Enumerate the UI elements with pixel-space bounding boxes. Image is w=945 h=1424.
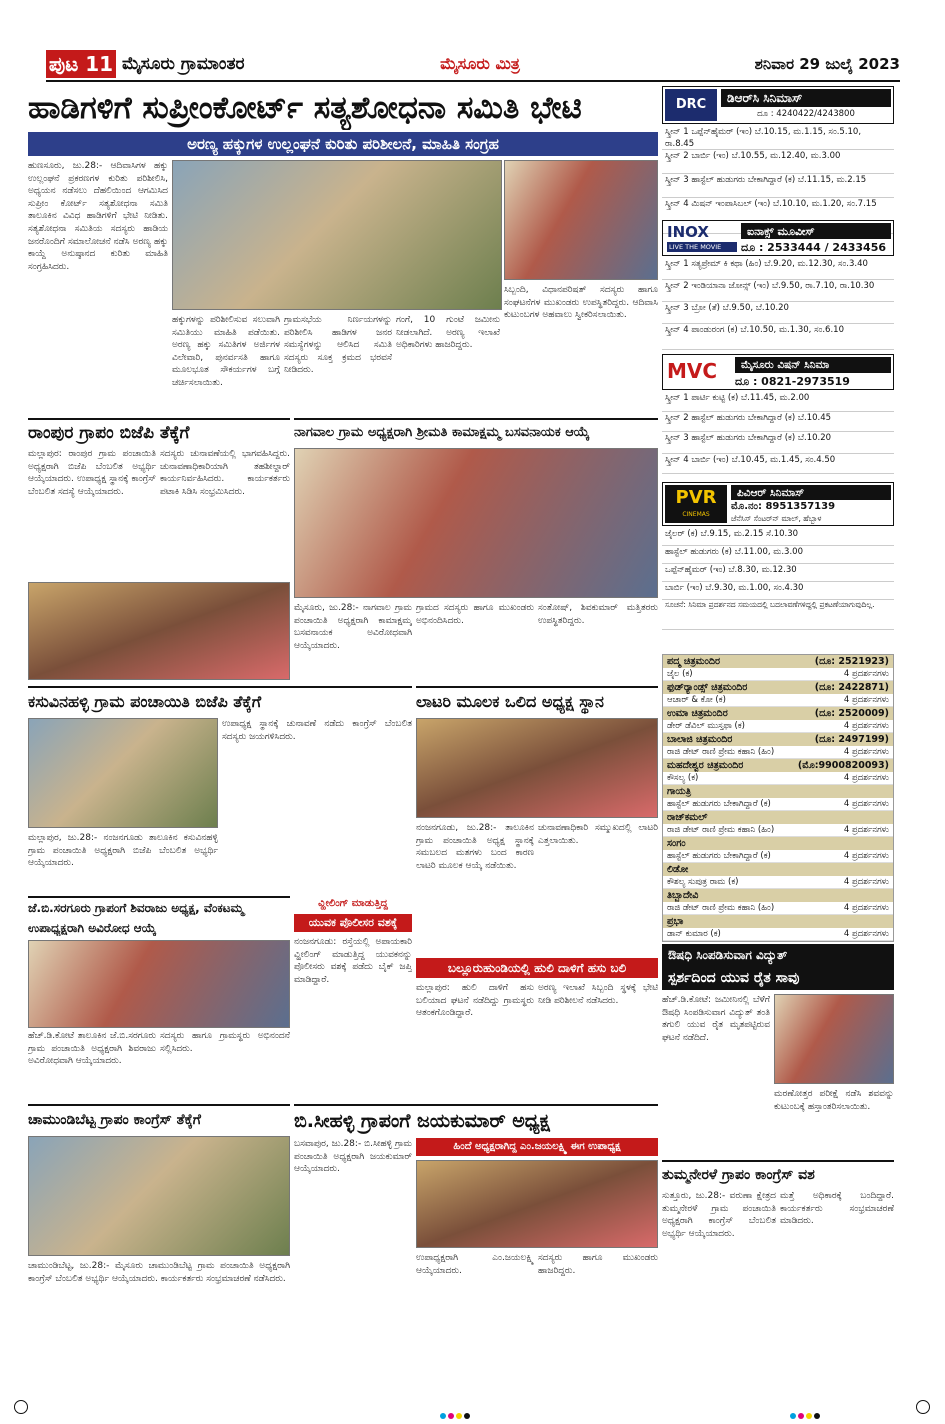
theatre-film: ಕೌಶಲ್ಯ ಸುಪುತ್ರ ರಾಮ (ಕ): [667, 877, 739, 887]
theatre-film: ಹಾಸ್ಟೆಲ್ ಹುಡುಗರು ಬೇಕಾಗಿದ್ದಾರೆ (ಕ): [667, 851, 771, 861]
lead-subhead: ಅರಣ್ಯ ಹಕ್ಕುಗಳ ಉಲ್ಲಂಘನೆ ಕುರಿತು ಪರಿಶೀಲನೆ, ಮಾಹಿತಿ ಸಂಗ್ರಹ: [28, 132, 658, 156]
theatre-name: [663, 785, 893, 798]
theatre-film-row: [663, 720, 893, 733]
theatre-name-text: ತಿಬ್ಬಾದೇವಿ: [667, 890, 699, 901]
lead-text-col2: ಹಕ್ಕುಗಳನ್ನು ಪರಿಶೀಲಿಸುವ ಸಲುವಾಗಿ ಸಮಿತಿಯು ಮಾಹಿತಿ ಪಡೆಯಿತು. ಅರಣ್ಯ ಹಕ್ಕು ಸಮಿತಿಗಳ ಅರ್ಜಿಗಳ ವಿಲೇವಾರಿ, ಪುನರ್ವಸತಿ ಹಾಗೂ ಮೂಲಭೂತ ಸೌಕರ್ಯಗಳ ಬಗ್ಗೆ ಚರ್ಚಿಸಲಾಯಿತು.: [172, 315, 280, 388]
theatre-film-row: [663, 694, 893, 707]
bseehalli-subhead: ಹಿಂದೆ ಅಧ್ಯಕ್ಷರಾಗಿದ್ದ ಎಂ.ಜಯಲಕ್ಷ್ಮಿ ಈಗ ಉಪಾಧ್ಯಕ್ಷ: [416, 1138, 658, 1156]
jbsaragur-text-col2: ಸದಸ್ಯರು ಹಾಗೂ ಗ್ರಾಮಸ್ಥರು ಅಭಿನಂದನೆ ಸಲ್ಲಿಸಿದರು.: [160, 1031, 290, 1054]
theatre-name-text: ಲಿಡೋ: [667, 864, 689, 875]
color-bar-icon: [440, 1404, 472, 1423]
theatre-table: [662, 654, 894, 942]
drc-row: ಸ್ಕ್ರೀನ್ 3 ಹಾಸ್ಟೆಲ್ ಹುಡುಗರು ಬೇಕಾಗಿದ್ದಾರೆ (ಕ) ಬೆ.11.15, ಮ.2.15: [662, 174, 894, 198]
theatre-name: [663, 655, 893, 668]
theatre-phone: (ಮೊ:9900820093): [797, 760, 889, 771]
pvr-logo: PVR: [665, 485, 727, 523]
inox-box: [662, 220, 894, 256]
theatre-film-row: [663, 850, 893, 863]
kasuvinahalli-text-col2: ಉಪಾಧ್ಯಕ್ಷ ಸ್ಥಾನಕ್ಕೆ ಚುನಾವಣೆ ನಡೆದು ಕಾಂಗ್ರೆಸ್ ಬೆಂಬಲಿತ ಸದಸ್ಯರು ಜಯಗಳಿಸಿದರು.: [222, 719, 412, 742]
inox-title: ಐನಾಕ್ಸ್ ಮೂವೀಸ್: [741, 223, 891, 239]
tummanerale-text-col2: ಮತ್ತೆ ಅಧಿಕಾರಕ್ಕೆ ಬಂದಿದ್ದಾರೆ. ಕಾರ್ಯಕರ್ತರು ಸಂಭ್ರಮಾಚರಣೆ ಮಾಡಿದರು.: [780, 1191, 894, 1227]
theatre-name: [663, 863, 893, 876]
lead-text-col5: ಸಿಬ್ಬಂದಿ, ವಿಧಾನಪರಿಷತ್ ಸದಸ್ಯರು ಹಾಗೂ ಸಂಘಟನೆಗಳ ಮುಖಂಡರು ಉಪಸ್ಥಿತರಿದ್ದರು. ಆದಿವಾಸಿ ಕುಟುಂಬಗಳ ಅಹವಾಲು ಸ್ವೀಕರಿಸಲಾಯಿತು.: [504, 285, 658, 321]
pvr-row: ಒಪ್ಪೆನ್‌ಹೈಮರ್ (ಇಂ) ಬೆ.8.30, ಮ.12.30: [662, 564, 894, 582]
theatre-shows: 4 ಪ್ರದರ್ಶನಗಳು: [843, 825, 889, 835]
pvr-box: [662, 482, 894, 526]
lead-text-col4: ಗಂಗೆ, 10 ಗುಂಟೆ ಜಮೀನು ನೀಡಲಾಗಿದೆ. ಅರಣ್ಯ ಇಲಾಖೆ ಅಧಿಕಾರಿಗಳು ಹಾಜರಿದ್ದರು.: [396, 315, 500, 351]
registration-mark-icon: [14, 1400, 28, 1414]
inox-row: ಸ್ಕ್ರೀನ್ 1 ಸತ್ಯಪ್ರೇಮ್ ಕಿ ಕಥಾ (ಹಿಂ) ಬೆ.9.20, ಮ.12.30, ಸಂ.3.40: [662, 258, 894, 280]
theatre-name-text: ರಾಜ್‌ಕಮಲ್: [667, 812, 708, 823]
pvr-phone: ಮೊ.ನಂ: 8951357139: [731, 501, 836, 512]
theatre-film-row: [663, 902, 893, 915]
inox-phone: ದೂ : 2533444 / 2433456: [741, 241, 887, 254]
nagavala-text-col2: ಗ್ರಾಮದ ಸದಸ್ಯರು ಹಾಗೂ ಮುಖಂಡರು ಅಭಿನಂದಿಸಿದರು.: [416, 603, 534, 626]
bseehalli-text-col1: ಬಸವಾಪುರ, ಜು.28:- ಬಿ.ಸೀಹಳ್ಳಿ ಗ್ರಾಮ ಪಂಚಾಯಿತಿ ಅಧ್ಯಕ್ಷರಾಗಿ ಜಯಕುಮಾರ್ ಆಯ್ಕೆಯಾದರು.: [294, 1139, 412, 1175]
mvc-title: ಮೈಸೂರು ವಿಷನ್ ಸಿನಿಮಾ: [735, 357, 891, 373]
drc-box: [662, 86, 894, 124]
theatre-name-text: ಸಂಗಂ: [667, 838, 686, 849]
color-bar-icon: [790, 1404, 822, 1423]
drc-title: ಡಿಆರ್‌ಸಿ ಸಿನಿಮಾಸ್: [721, 89, 891, 107]
jbsaragur-photo: [28, 940, 290, 1028]
theatre-name-text: ಗಾಯತ್ರಿ: [667, 786, 692, 797]
theatre-film-row: [663, 746, 893, 759]
pvr-rows: [662, 528, 894, 630]
tummanerale-headline: ತುಮ್ಮನೇರಳೆ ಗ್ರಾಪಂ ಕಾಂಗ್ರೆಸ್ ವಶ: [662, 1160, 894, 1186]
mvc-row: ಸ್ಕ್ರೀನ್ 3 ಹಾಸ್ಟೆಲ್ ಹುಡುಗರು ಬೇಕಾಗಿದ್ದಾರೆ (ಕ) ಬೆ.10.20: [662, 432, 894, 454]
theatre-film-row: [663, 824, 893, 837]
lead-photo: [172, 160, 502, 310]
lead-text-col3: ಗ್ರಾಮಸಭೆಯ ನಿರ್ಣಯಗಳನ್ನು ಪರಿಶೀಲಿಸಿ ಹಾಡಿಗಳ ಜನರ ಸಮಸ್ಯೆಗಳನ್ನು ಆಲಿಸಿದ ಸಮಿತಿ ಸದಸ್ಯರು ಸೂಕ್ತ ಕ್ರಮದ ಭರವಸೆ ನೀಡಿದರು.: [284, 315, 392, 376]
registration-mark-icon: [916, 1400, 930, 1414]
pvr-note: ಸೂಚನೆ: ಸಿನಿಮಾ ಪ್ರದರ್ಶನದ ಸಮಯದಲ್ಲಿ ಬದಲಾವಣೆಗಳಿದ್ದಲ್ಲಿ ಪ್ರಕಟಣೆಯಾಗುವುದಿಲ್ಲ.: [662, 600, 894, 630]
chamundi-headline: ಚಾಮುಂಡಿಬೆಟ್ಟ ಗ್ರಾಪಂ ಕಾಂಗ್ರೆಸ್ ತೆಕ್ಕೆಗೆ: [28, 1104, 290, 1132]
theatre-name: [663, 759, 893, 772]
theatre-shows: 4 ಪ್ರದರ್ಶನಗಳು: [843, 851, 889, 861]
theatre-shows: 4 ಪ್ರದರ್ಶನಗಳು: [843, 799, 889, 809]
ballur-text-col2: ಅರಣ್ಯ ಇಲಾಖೆ ಸಿಬ್ಬಂದಿ ಸ್ಥಳಕ್ಕೆ ಭೇಟಿ ನೀಡಿ ಪರಿಶೀಲನೆ ನಡೆಸಿದರು.: [538, 983, 658, 1006]
theatre-film: ರಾಜಿ ಡೇಟ್ ರಾಣಿ ಪ್ರೇಮ ಕಹಾನಿ (ಹಿಂ): [667, 903, 775, 913]
drc-row: ಸ್ಕ್ರೀನ್ 2 ಬಾರ್ಬಿ (ಇಂ) ಬೆ.10.55, ಮ.12.40, ಮ.3.00: [662, 150, 894, 174]
theatre-film-row: [663, 876, 893, 889]
chamundi-photo: [28, 1136, 290, 1256]
kasuvinahalli-text-col1: ಮಲ್ಲಾಪುರ, ಜು.28:- ನಂಜನಗೂಡು ತಾಲೂಕಿನ ಕಸುವಿನಹಳ್ಳಿ ಗ್ರಾಮ ಪಂಚಾಯಿತಿ ಅಧ್ಯಕ್ಷರಾಗಿ ಬಿಜೆಪಿ ಬೆಂಬಲಿತ ಅಭ್ಯರ್ಥಿ ಆಯ್ಕೆಯಾದರು.: [28, 833, 218, 869]
theatre-film-row: [663, 772, 893, 785]
lottery-text-col1: ನಂಜನಗೂಡು, ಜು.28:- ತಾಲೂಕಿನ ಗ್ರಾಮ ಪಂಚಾಯಿತಿ ಅಧ್ಯಕ್ಷ ಸ್ಥಾನಕ್ಕೆ ಸಮಬಲದ ಮತಗಳು ಬಂದ ಕಾರಣ ಲಾಟರಿ ಮೂಲಕ ಆಯ್ಕೆ ನಡೆಯಿತು.: [416, 823, 534, 871]
theatre-name-text: ಪದ್ಮ ಚಿತ್ರಮಂದಿರ: [667, 656, 721, 667]
drc-phone: ದೂ : 4240422/4243800: [757, 109, 855, 119]
bseehalli-text-col3: ಸದಸ್ಯರು ಹಾಗೂ ಮುಖಂಡರು ಹಾಜರಿದ್ದರು.: [538, 1253, 658, 1276]
masthead: ಮೈಸೂರು ಮಿತ್ರ: [440, 54, 520, 73]
lead-headline: ಹಾಡಿಗಳಿಗೆ ಸುಪ್ರೀಂಕೋರ್ಟ್ ಸತ್ಯಶೋಧನಾ ಸಮಿತಿ ಭೇಟಿ: [28, 90, 582, 126]
pvr-sub: CINEMAS: [682, 511, 710, 518]
ballur-headline: ಬಲ್ಲೂರುಹುಂಡಿಯಲ್ಲಿ ಹುಲಿ ದಾಳಿಗೆ ಹಸು ಬಲಿ: [416, 958, 658, 978]
nagavala-headline: ನಾಗವಾಲ ಗ್ರಾಮ ಅಧ್ಯಕ್ಷರಾಗಿ ಶ್ರೀಮತಿ ಕಾಮಾಕ್ಷಮ್ಮ ಬಸವನಾಯಕ ಆಯ್ಕೆ: [294, 418, 658, 444]
pvr-row: ಬಾರ್ಬಿ (ಇಂ) ಬೆ.9.30, ಮ.1.00, ಸಂ.4.30: [662, 582, 894, 600]
theatre-film-row: [663, 668, 893, 681]
pvr-row: ಜೈಲರ್ (ಕ) ಬೆ.9.15, ಮ.2.15 ಸೆ.10.30: [662, 528, 894, 546]
theatre-shows: 4 ಪ್ರದರ್ಶನಗಳು: [843, 903, 889, 913]
lead-text-col1: ಹುಣಸೂರು, ಜು.28:- ಆದಿವಾಸಿಗಳ ಹಕ್ಕು ಉಲ್ಲಂಘನೆ ಪ್ರಕರಣಗಳ ಕುರಿತು ಪರಿಶೀಲಿಸಿ, ಅಧ್ಯಯನ ನಡೆಸಲು ದೆಹಲಿಯಿಂದ ಆಗಮಿಸಿದ ಸುಪ್ರೀಂ ಕೋರ್ಟ್ ಸತ್ಯಶೋಧನಾ ಸಮಿತಿ ತಾಲೂಕಿನ ವಿವಿಧ ಹಾಡಿಗಳಿಗೆ ಭೇಟಿ ನೀಡಿತು. ಸತ್ಯಶೋಧನಾ ಸಮಿತಿಯ ಸದಸ್ಯರು ಹಾಡಿಯ ಜನರೊಂದಿಗೆ ಸಮಾಲೋಚನೆ ನಡೆಸಿ ಅರಣ್ಯ ಹಕ್ಕು ಕಾಯ್ದೆ ಅನುಷ್ಠಾನದ ಕುರಿತು ಮಾಹಿತಿ ಸಂಗ್ರಹಿಸಿದರು.: [28, 161, 168, 272]
theatre-name: [663, 889, 893, 902]
lottery-headline: ಲಾಟರಿ ಮೂಲಕ ಒಲಿದ ಅಧ್ಯಕ್ಷ ಸ್ಥಾನ: [416, 686, 658, 714]
inox-tagline: LIVE THE MOVIE: [667, 242, 737, 252]
nagavala-text-col1: ಮೈಸೂರು, ಜು.28:- ನಾಗವಾಲ ಗ್ರಾಮ ಪಂಚಾಯಿತಿ ಅಧ್ಯಕ್ಷರಾಗಿ ಕಾಮಾಕ್ಷಮ್ಮ ಬಸವನಾಯಕ ಅವಿರೋಧವಾಗಿ ಆಯ್ಕೆಯಾದರು.: [294, 603, 412, 651]
mvc-logo: MVC: [667, 359, 718, 383]
theatre-shows: 4 ಪ್ರದರ್ಶನಗಳು: [843, 669, 889, 679]
inox-rows: [662, 258, 894, 350]
theatre-name-text: ಪ್ರಭಾ: [667, 916, 684, 927]
rampura-text-col2: ಸದಸ್ಯರು ಚುನಾವಣೆಯಲ್ಲಿ ಭಾಗವಹಿಸಿದ್ದರು. ಚುನಾವಣಾಧಿಕಾರಿಯಾಗಿ ತಹಶೀಲ್ದಾರ್ ಕಾರ್ಯನಿರ್ವಹಿಸಿದರು. ಕಾರ್ಯಕರ್ತರು ಪಟಾಕಿ ಸಿಡಿಸಿ ಸಂಭ್ರಮಿಸಿದರು.: [160, 449, 290, 497]
electric-headline-2: ಸ್ಪರ್ಶದಿಂದ ಯುವ ರೈತ ಸಾವು: [662, 966, 894, 990]
kasuvinahalli-headline: ಕಸುವಿನಹಳ್ಳಿ ಗ್ರಾಮ ಪಂಚಾಯಿತಿ ಬಿಜೆಪಿ ತೆಕ್ಕೆಗೆ: [28, 686, 412, 714]
bseehalli-text-col2: ಉಪಾಧ್ಯಕ್ಷರಾಗಿ ಎಂ.ಜಯಲಕ್ಷ್ಮಿ ಆಯ್ಕೆಯಾದರು.: [416, 1253, 534, 1276]
theatre-film-row: [663, 928, 893, 941]
rampura-text-col1: ಮಲ್ಲಾಪುರ: ರಾಂಪುರ ಗ್ರಾಮ ಪಂಚಾಯಿತಿ ಅಧ್ಯಕ್ಷರಾಗಿ ಬಿಜೆಪಿ ಬೆಂಬಲಿತ ಅಭ್ಯರ್ಥಿ ಆಯ್ಕೆಯಾದರು. ಉಪಾಧ್ಯಕ್ಷ ಸ್ಥಾನಕ್ಕೆ ಕಾಂಗ್ರೆಸ್ ಬೆಂಬಲಿತ ಸದಸ್ಯೆ ಆಯ್ಕೆಯಾದರು.: [28, 449, 156, 497]
theatre-name: [663, 733, 893, 746]
electric-victim-photo: [774, 994, 894, 1084]
theatre-shows: 4 ಪ್ರದರ್ಶನಗಳು: [843, 929, 889, 939]
section-title: ಮೈಸೂರು ಗ್ರಾಮಾಂತರ: [122, 54, 245, 74]
rampura-photo: [28, 582, 290, 680]
mvc-phone: ದೂ : 0821-2973519: [735, 375, 850, 388]
drc-rows: [662, 126, 894, 234]
lottery-text-col2: ಚುನಾವಣಾಧಿಕಾರಿ ಸಮ್ಮುಖದಲ್ಲಿ ಲಾಟರಿ ಎತ್ತಲಾಯಿತು.: [538, 823, 658, 846]
theatre-phone: (ದೂ: 2520009): [814, 708, 889, 719]
inox-row: ಸ್ಕ್ರೀನ್ 4 ಪಾಂಡುರಂಗ (ಕ) ಬೆ.10.50, ಮ.1.30, ಸಂ.6.10: [662, 324, 894, 350]
theatre-shows: 4 ಪ್ರದರ್ಶನಗಳು: [843, 747, 889, 757]
theatre-film: ರಾಜಿ ಡೇಟ್ ರಾಣಿ ಪ್ರೇಮ ಕಹಾನಿ (ಹಿಂ): [667, 825, 775, 835]
wheeling-text: ನಂಜನಗೂಡು: ರಸ್ತೆಯಲ್ಲಿ ಅಪಾಯಕಾರಿ ವ್ಹೀಲಿಂಗ್ ಮಾಡುತ್ತಿದ್ದ ಯುವಕನನ್ನು ಪೊಲೀಸರು ವಶಕ್ಕೆ ಪಡೆದು ಬೈಕ್ ಜಪ್ತಿ ಮಾಡಿದ್ದಾರೆ.: [294, 937, 412, 985]
theatre-phone: (ದೂ: 2521923): [814, 656, 889, 667]
theatre-name-text: ಬಾಲಾಜಿ ಚಿತ್ರಮಂದಿರ: [667, 734, 733, 745]
wheeling-kicker: ವ್ಹೀಲಿಂಗ್ ಮಾಡುತ್ತಿದ್ದ: [318, 898, 388, 909]
page-number: ಪುಟ 11: [46, 50, 116, 78]
theatre-film: ಹಾಸ್ಟೆಲ್ ಹುಡುಗರು ಬೇಕಾಗಿದ್ದಾರೆ (ಕ): [667, 799, 771, 809]
jbsaragur-text-col1: ಹೆಚ್.ಡಿ.ಕೋಟೆ ತಾಲೂಕಿನ ಜೆ.ಬಿ.ಸರಗೂರು ಗ್ರಾಮ ಪಂಚಾಯಿತಿ ಅಧ್ಯಕ್ಷರಾಗಿ ಶಿವರಾಜು ಅವಿರೋಧವಾಗಿ ಆಯ್ಕೆಯಾದರು.: [28, 1031, 156, 1067]
theatre-name: [663, 811, 893, 824]
theatre-film: ಡಾನ್ ಕುಮಾರ (ಕ): [667, 929, 721, 939]
theatre-name-text: ಉಮಾ ಚಿತ್ರಮಂದಿರ: [667, 708, 728, 719]
wheeling-headline: ಯುವಕ ಪೊಲೀಸರ ವಶಕ್ಕೆ: [294, 914, 412, 932]
electric-text-col2: ಮರಣೋತ್ತರ ಪರೀಕ್ಷೆ ನಡೆಸಿ ಶವವನ್ನು ಕುಟುಂಬಕ್ಕೆ ಹಸ್ತಾಂತರಿಸಲಾಯಿತು.: [774, 1089, 894, 1112]
theatre-film: ಜೈಲ (ಕ): [667, 669, 693, 679]
theatre-film-row: [663, 798, 893, 811]
rampura-headline: ರಾಂಪುರ ಗ್ರಾಪಂ ಬಿಜೆಪಿ ತೆಕ್ಕೆಗೆ: [28, 418, 290, 444]
mvc-rows: [662, 392, 894, 474]
bseehalli-photo: [416, 1160, 658, 1248]
theatre-name: [663, 681, 893, 694]
nagavala-text-col3: ಸಂತೋಷ್, ಶಿವಕುಮಾರ್ ಮತ್ತಿತರರು ಉಪಸ್ಥಿತರಿದ್ದರು.: [538, 603, 658, 626]
theatre-film: ಆಚಾರ್ & ಕೋ (ಕ): [667, 695, 726, 705]
electric-headline-1: ಔಷಧಿ ಸಿಂಪಡಿಸುವಾಗ ವಿದ್ಯುತ್: [662, 944, 894, 966]
theatre-shows: 4 ಪ್ರದರ್ಶನಗಳು: [843, 721, 889, 731]
lead-photo-2: [504, 160, 658, 280]
theatre-shows: 4 ಪ್ರದರ್ಶನಗಳು: [843, 877, 889, 887]
mvc-row: ಸ್ಕ್ರೀನ್ 4 ಬಾರ್ಬಿ (ಇಂ) ಬೆ.10.45, ಮ.1.45, ಸಂ.4.50: [662, 454, 894, 474]
pvr-row: ಹಾಸ್ಟೆಲ್ ಹುಡುಗರು (ಕ) ಬೆ.11.00, ಮ.3.00: [662, 546, 894, 564]
theatre-film: ಡೇರ್ ಡೆವಿಲ್ ಮುಸ್ತಫಾ (ಕ): [667, 721, 745, 731]
theatre-shows: 4 ಪ್ರದರ್ಶನಗಳು: [843, 695, 889, 705]
theatre-name: [663, 915, 893, 928]
nagavala-photo: [294, 448, 658, 598]
kasuvinahalli-photo: [28, 718, 218, 828]
mvc-box: [662, 354, 894, 390]
mvc-row: ಸ್ಕ್ರೀನ್ 1 ಪಾರ್ಟಿ ಕುಟ್ಟಿ (ಕ) ಬೆ.11.45, ಮ.2.00: [662, 392, 894, 412]
inox-row: ಸ್ಕ್ರೀನ್ 3 ಬ್ರೋ (ತೆ) ಬೆ.9.50, ಬೆ.10.20: [662, 302, 894, 324]
drc-row: ಸ್ಕ್ರೀನ್ 4 ಮಿಷನ್ ಇಂಪಾಸಿಬಲ್ (ಇಂ) ಬೆ.10.10, ಮ.1.20, ಸಂ.7.15: [662, 198, 894, 234]
theatre-film: ಕೌಸಲ್ಯ (ಕ): [667, 773, 699, 783]
inox-row: ಸ್ಕ್ರೀನ್ 2 ಇಂಡಿಯಾನಾ ಜೋನ್ಸ್ (ಇಂ) ಬೆ.9.50, ರಾ.7.10, ರಾ.10.30: [662, 280, 894, 302]
drc-logo: DRC: [665, 89, 717, 121]
theatre-name-text: ಮಹದೇಶ್ವರ ಚಿತ್ರಮಂದಿರ: [667, 760, 744, 771]
tummanerale-text-col1: ಸುತ್ತೂರು, ಜು.28:- ವರುಣಾ ಕ್ಷೇತ್ರದ ತುಮ್ಮನೇರಳೆ ಗ್ರಾಮ ಪಂಚಾಯಿತಿ ಅಧ್ಯಕ್ಷರಾಗಿ ಕಾಂಗ್ರೆಸ್ ಬೆಂಬಲಿತ ಅಭ್ಯರ್ಥಿ ಆಯ್ಕೆಯಾದರು.: [662, 1191, 776, 1239]
theatre-shows: 4 ಪ್ರದರ್ಶನಗಳು: [843, 773, 889, 783]
theatre-name-text: ಫುಡ್‌ರ್‍ಯಾಂಡ್ಸ್ ಚಿತ್ರಮಂದಿರ: [667, 682, 748, 693]
ballur-text-col1: ಮಲ್ಲಾಪುರ: ಹುಲಿ ದಾಳಿಗೆ ಹಸು ಬಲಿಯಾದ ಘಟನೆ ನಡೆದಿದ್ದು ಗ್ರಾಮಸ್ಥರು ಆತಂಕಗೊಂಡಿದ್ದಾರೆ.: [416, 983, 534, 1019]
inox-logo: INOX: [667, 223, 709, 241]
theatre-phone: (ದೂ: 2497199): [814, 734, 889, 745]
bseehalli-headline: ಬಿ.ಸೀಹಳ್ಳಿ ಗ್ರಾಪಂಗೆ ಜಯಕುಮಾರ್ ಅಧ್ಯಕ್ಷ: [294, 1104, 658, 1134]
chamundi-text: ಚಾಮುಂಡಿಬೆಟ್ಟ, ಜು.28:- ಮೈಸೂರು ಚಾಮುಂಡಿಬೆಟ್ಟ ಗ್ರಾಮ ಪಂಚಾಯಿತಿ ಅಧ್ಯಕ್ಷರಾಗಿ ಕಾಂಗ್ರೆಸ್ ಬೆಂಬಲಿತ ಅಭ್ಯರ್ಥಿ ಆಯ್ಕೆಯಾದರು. ಕಾರ್ಯಕರ್ತರು ಸಂಭ್ರಮಾಚರಣೆ ನಡೆಸಿದರು.: [28, 1261, 290, 1284]
pvr-address: ಜೆನೆಸಿಸ್ ಸೆಂಟರ್‌ನ್ ಮಾಲ್, ಹೆಬ್ಬಾಳ: [731, 514, 822, 523]
theatre-film: ರಾಜಿ ಡೇಟ್ ರಾಣಿ ಪ್ರೇಮ ಕಹಾನಿ (ಹಿಂ): [667, 747, 775, 757]
theatre-name: [663, 837, 893, 850]
header-rule: [46, 80, 900, 82]
theatre-name: [663, 707, 893, 720]
lottery-photo: [416, 718, 658, 818]
drc-row: ಸ್ಕ್ರೀನ್ 1 ಒಪ್ಪೆನ್‌ಹೈಮರ್ (ಇಂ) ಬೆ.10.15, ಮ.1.15, ಸಂ.5.10, ರಾ.8.45: [662, 126, 894, 150]
electric-text-col1: ಹೆಚ್.ಡಿ.ಕೋಟೆ: ಜಮೀನಿನಲ್ಲಿ ಬೆಳೆಗೆ ಔಷಧಿ ಸಿಂಪಡಿಸುವಾಗ ವಿದ್ಯುತ್ ತಂತಿ ತಗುಲಿ ಯುವ ರೈತ ಮೃತಪಟ್ಟಿರುವ ಘಟನೆ ನಡೆದಿದೆ.: [662, 995, 770, 1043]
jbsaragur-headline: ಜೆ.ಬಿ.ಸರಗೂರು ಗ್ರಾಪಂಗೆ ಶಿವರಾಜು ಅಧ್ಯಕ್ಷ, ವೆಂಕಟಮ್ಮ ಉಪಾಧ್ಯಕ್ಷರಾಗಿ ಅವಿರೋಧ ಆಯ್ಕೆ: [28, 896, 290, 936]
pvr-title: ಪಿವಿಆರ್ ಸಿನಿಮಾಸ್: [731, 485, 891, 500]
issue-date: ಶನಿವಾರ 29 ಜುಲೈ 2023: [754, 55, 900, 73]
mvc-row: ಸ್ಕ್ರೀನ್ 2 ಹಾಸ್ಟೆಲ್ ಹುಡುಗರು ಬೇಕಾಗಿದ್ದಾರೆ (ಕ) ಬೆ.10.45: [662, 412, 894, 432]
theatre-phone: (ದೂ: 2422871): [814, 682, 889, 693]
